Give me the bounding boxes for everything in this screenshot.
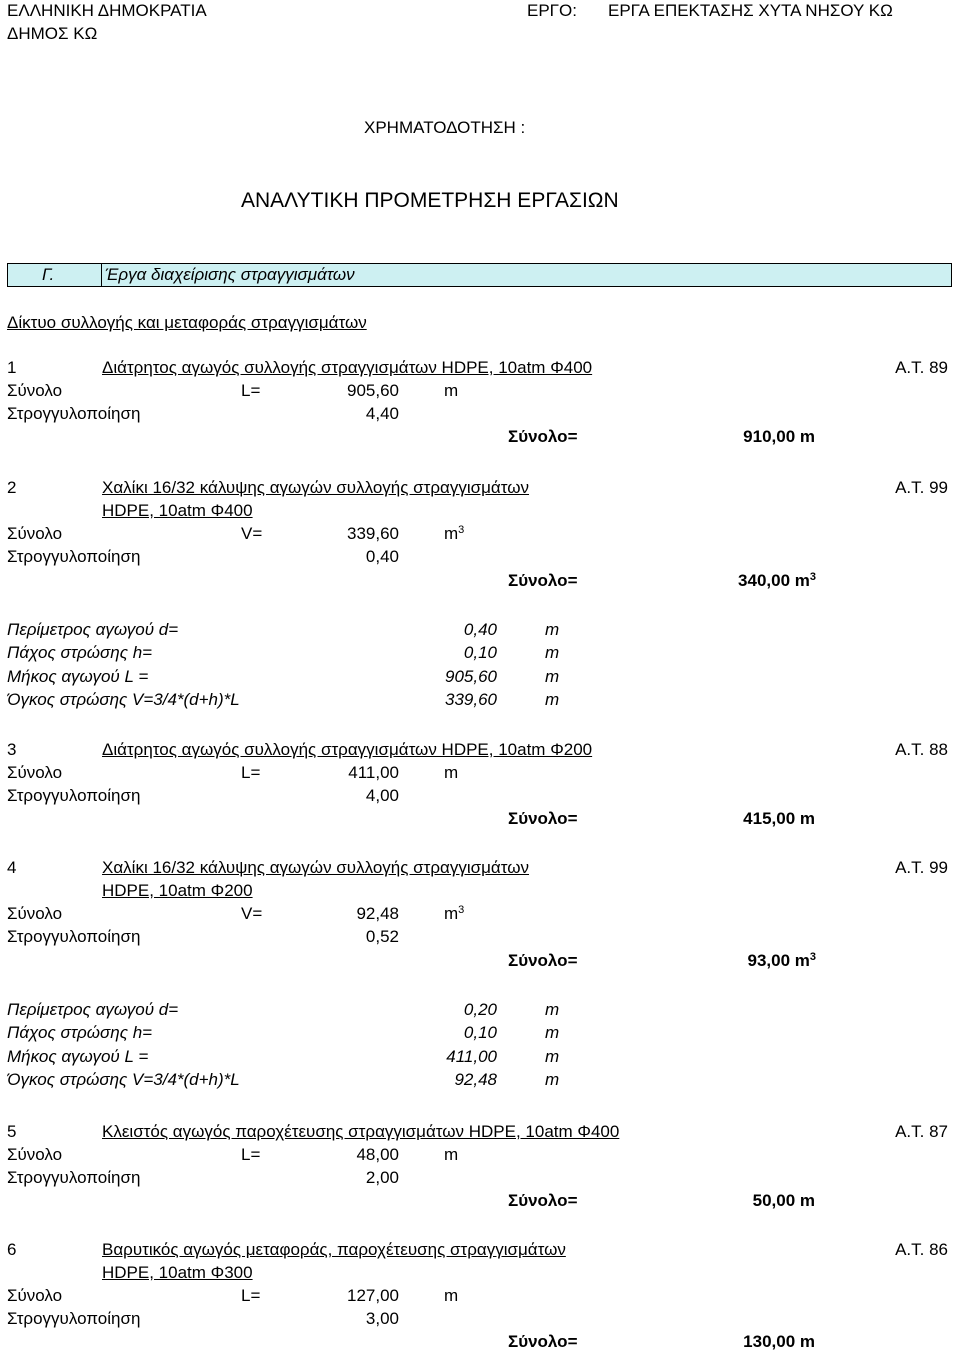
item-title: Διάτρητος αγωγός συλλογής στραγγισμάτων HDPE, 10atm Φ200: [102, 740, 593, 759]
quantity-symbol: L=: [241, 381, 261, 400]
section-header: [7, 263, 952, 287]
rounding-label: Στρογγυλοποίηση: [7, 927, 141, 946]
quantity-symbol: V=: [241, 524, 263, 543]
calc-value-length: 411,00: [446, 1046, 497, 1066]
item-code: Α.Τ. 99: [895, 478, 948, 497]
calc-label-length: Μήκος αγωγού L =: [7, 1046, 149, 1066]
item-number: 6: [7, 1240, 17, 1259]
item-code: Α.Τ. 86: [895, 1240, 948, 1259]
grand-total-label: Σύνολο=: [508, 951, 578, 970]
calc-label-thickness: Πάχος στρώσης h=: [7, 643, 153, 663]
calc-value-length: 905,60: [445, 666, 497, 686]
item-title: Βαρυτικός αγωγός μεταφοράς, παροχέτευσης στραγγισμάτων: [102, 1240, 566, 1259]
rounding-value: 3,00: [365, 1309, 399, 1328]
quantity-value: 905,60: [347, 381, 399, 400]
grand-total-value: 50,00 m: [752, 1191, 815, 1210]
item-code: Α.Τ. 89: [895, 358, 948, 377]
rounding-value: 2,00: [365, 1168, 399, 1187]
section-code: Γ.: [42, 265, 55, 284]
calc-value-perimeter: 0,40: [463, 620, 497, 639]
total-label: Σύνολο: [7, 904, 63, 923]
project-label: ΕΡΓΟ:: [527, 1, 577, 20]
rounding-value: 4,40: [365, 404, 399, 423]
item-code: Α.Τ. 99: [895, 858, 948, 877]
superscript-3: 3: [809, 571, 816, 583]
calc-value-volume: 92,48: [454, 1069, 497, 1089]
item-title: Χαλίκι 16/32 κάλυψης αγωγών συλλογής στραγγισμάτων: [102, 478, 530, 497]
calc-value-thickness: 0,10: [463, 1023, 497, 1043]
section-title: Έργα διαχείρισης στραγγισμάτων: [105, 265, 355, 284]
item-title: Χαλίκι 16/32 κάλυψης αγωγών συλλογής στραγγισμάτων: [102, 858, 530, 877]
item-number: 4: [7, 858, 17, 877]
header-republic: ΕΛΛΗΝΙΚΗ ΔΗΜΟΚΡΑΤΙΑ: [7, 1, 207, 20]
item-code: Α.Τ. 88: [895, 740, 948, 759]
superscript-3: 3: [809, 951, 816, 963]
rounding-label: Στρογγυλοποίηση: [7, 1309, 141, 1328]
quantity-unit: $m^3$: [444, 524, 465, 543]
grand-total-value: 910,00 m: [743, 427, 815, 446]
item-title: Διάτρητος αγωγός συλλογής στραγγισμάτων HDPE, 10atm Φ400: [102, 358, 593, 377]
quantity-value: 48,00: [356, 1145, 399, 1164]
item-number: 1: [7, 358, 17, 377]
funding-label: ΧΡΗΜΑΤΟΔΟΤΗΣΗ :: [364, 118, 526, 137]
quantity-symbol: V=: [241, 904, 263, 923]
quantity-unit: m: [444, 381, 459, 400]
quantity-symbol: L=: [241, 763, 261, 782]
calc-value-thickness: 0,10: [463, 643, 497, 663]
header-municipality: ΔΗΜΟΣ ΚΩ: [7, 24, 98, 43]
total-label: Σύνολο: [7, 763, 63, 782]
item-code: Α.Τ. 87: [895, 1122, 948, 1141]
document-title: ΑΝΑΛΥΤΙΚΗ ΠΡΟΜΕΤΡΗΣΗ ΕΡΓΑΣΙΩΝ: [241, 189, 619, 212]
calc-label-thickness: Πάχος στρώσης h=: [7, 1023, 153, 1043]
calc-unit: m: [545, 689, 560, 709]
grand-total-label: Σύνολο=: [508, 427, 578, 446]
total-label: Σύνολο: [7, 524, 63, 543]
quantity-value: 411,00: [348, 763, 399, 782]
item-number: 2: [7, 478, 17, 497]
rounding-label: Στρογγυλοποίηση: [7, 547, 141, 566]
calc-value-perimeter: 0,20: [463, 1000, 497, 1019]
calc-unit: m: [545, 1023, 560, 1043]
quantity-value: 127,00: [347, 1286, 399, 1305]
grand-total-label: Σύνολο=: [508, 571, 578, 590]
quantity-value: 92,48: [356, 904, 399, 923]
rounding-value: 4,00: [365, 786, 399, 805]
calc-value-volume: 339,60: [445, 689, 497, 709]
calc-label-perimeter: Περίμετρος αγωγού d=: [7, 620, 179, 639]
calc-label-perimeter: Περίμετρος αγωγού d=: [7, 1000, 179, 1019]
calc-unit: m: [545, 620, 560, 639]
calc-unit: m: [545, 1046, 560, 1066]
section-subtitle: Δίκτυο συλλογής και μεταφοράς στραγγισμάτων: [7, 313, 367, 332]
calc-unit: m: [545, 1069, 560, 1089]
rounding-label: Στρογγυλοποίηση: [7, 786, 141, 805]
project-value: ΕΡΓΑ ΕΠΕΚΤΑΣΗΣ ΧΥΤΑ ΝΗΣΟΥ ΚΩ: [608, 1, 893, 20]
rounding-label: Στρογγυλοποίηση: [7, 1168, 141, 1187]
calc-label-length: Μήκος αγωγού L =: [7, 666, 149, 686]
rounding-value: 0,40: [365, 547, 399, 566]
grand-total-value: 130,00 m: [743, 1332, 815, 1351]
grand-total-value: 93,00 $m^3$: [747, 951, 816, 970]
grand-total-value: 340,00 $m^3$: [738, 571, 816, 590]
quantity-unit: m: [444, 1286, 459, 1305]
item-title-line2: HDPE, 10atm Φ200: [102, 881, 253, 900]
quantity-symbol: L=: [241, 1145, 261, 1164]
item-number: 3: [7, 740, 17, 759]
item-title-line2: HDPE, 10atm Φ300: [102, 1263, 253, 1282]
total-label: Σύνολο: [7, 1145, 63, 1164]
superscript-3: 3: [458, 524, 465, 536]
rounding-value: 0,52: [365, 927, 399, 946]
grand-total-label: Σύνολο=: [508, 1332, 578, 1351]
quantity-unit: $m^3$: [444, 904, 465, 923]
quantity-value: 339,60: [347, 524, 399, 543]
calc-label-volume: Όγκος στρώσης V=3/4*(d+h)*L: [7, 1069, 240, 1089]
calc-label-volume: Όγκος στρώσης V=3/4*(d+h)*L: [7, 689, 240, 709]
calc-unit: m: [545, 643, 560, 663]
total-label: Σύνολο: [7, 381, 63, 400]
item-number: 5: [7, 1122, 17, 1141]
grand-total-label: Σύνολο=: [508, 1191, 578, 1210]
grand-total-label: Σύνολο=: [508, 809, 578, 828]
quantity-unit: m: [444, 1145, 459, 1164]
calc-unit: m: [545, 1000, 560, 1019]
item-title-line2: HDPE, 10atm Φ400: [102, 501, 253, 520]
quantity-unit: m: [444, 763, 459, 782]
grand-total-value: 415,00 m: [743, 809, 815, 828]
total-label: Σύνολο: [7, 1286, 63, 1305]
calc-unit: m: [545, 666, 560, 686]
item-title: Κλειστός αγωγός παροχέτευσης στραγγισμάτων HDPE, 10atm Φ400: [102, 1122, 620, 1141]
superscript-3: 3: [458, 904, 465, 916]
rounding-label: Στρογγυλοποίηση: [7, 404, 141, 423]
quantity-symbol: L=: [241, 1286, 261, 1305]
